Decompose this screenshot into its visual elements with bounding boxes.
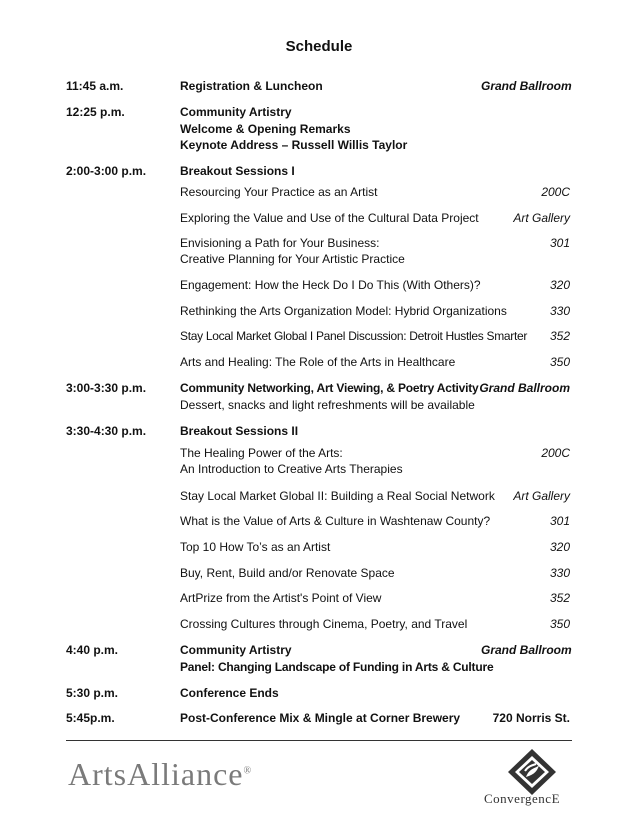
room-label: 330 [549,566,570,580]
time-label: 11:45 a.m. [66,79,124,93]
session-subtitle: Creative Planning for Your Artistic Practice [180,252,405,266]
session-title: Stay Local Market Global II: Building a Real Social Network [180,489,495,503]
session-title: Resourcing Your Practice as an Artist [180,185,378,199]
time-label: 2:00-3:00 p.m. [66,164,147,178]
event-subtitle: Keynote Address – Russell Willis Taylor [180,138,408,152]
room-label: 200C [541,446,570,460]
event-title: Community Artistry [180,105,292,119]
event-title: Community Networking, Art Viewing, & Poetry Activity [180,381,479,395]
session-title: Exploring the Value and Use of the Cultural Data Project [180,211,479,225]
room-label: Grand Ballroom [481,79,572,93]
room-label: Grand Ballroom [481,643,572,657]
room-label: 330 [549,304,570,318]
room-label: Art Gallery [513,489,570,503]
event-title: Post-Conference Mix & Mingle at Corner Brewery [180,711,461,725]
room-label: 301 [549,236,570,250]
footer-divider [66,740,572,741]
time-label: 5:45p.m. [66,711,115,725]
room-label: 352 [549,329,570,343]
page-title: Schedule [285,38,353,55]
session-title: ArtPrize from the Artist's Point of View [180,591,382,605]
room-label: 352 [549,591,570,605]
venue-address: 720 Norris St. [492,711,570,725]
room-label: 320 [549,278,570,292]
event-title: Conference Ends [180,686,279,700]
room-label: 350 [549,355,570,369]
session-title: The Healing Power of the Arts: [180,446,343,460]
section-heading: Breakout Sessions I [180,164,295,178]
session-title: Top 10 How To’s as an Artist [180,540,331,554]
section-heading: Breakout Sessions II [180,424,299,438]
session-title: Envisioning a Path for Your Business: [180,236,380,250]
session-title: Stay Local Market Global I Panel Discussion: Detroit Hustles Smarter [180,329,528,343]
room-label: 350 [549,617,570,631]
room-label: 200C [541,185,570,199]
session-title: Crossing Cultures through Cinema, Poetry, and Travel [180,617,468,631]
time-label: 12:25 p.m. [66,105,125,119]
session-title: Rethinking the Arts Organization Model: Hybrid Organizations [180,304,507,318]
time-label: 5:30 p.m. [66,686,119,700]
event-subtitle: Dessert, snacks and light refreshments will be available [180,398,475,412]
event-subtitle: Panel: Changing Landscape of Funding in Arts & Culture [180,660,494,674]
convergence-logo-text: ConvergencE [484,791,561,806]
event-subtitle: Welcome & Opening Remarks [180,122,351,136]
time-label: 3:30-4:30 p.m. [66,424,147,438]
time-label: 3:00-3:30 p.m. [66,381,147,395]
room-label: Art Gallery [513,211,570,225]
event-title: Community Artistry [180,643,292,657]
arts-alliance-logo: ArtsAlliance® [68,756,253,792]
session-title: Buy, Rent, Build and/or Renovate Space [180,566,395,580]
event-title: Registration & Luncheon [180,79,323,93]
session-title: Engagement: How the Heck Do I Do This (With Others)? [180,278,481,292]
session-title: Arts and Healing: The Role of the Arts in Healthcare [180,355,456,369]
room-label: 301 [549,514,570,528]
convergence-mark-icon [506,747,558,797]
session-subtitle: An Introduction to Creative Arts Therapies [180,462,403,476]
room-label: Grand Ballroom [479,381,570,395]
time-label: 4:40 p.m. [66,643,119,657]
session-title: What is the Value of Arts & Culture in Washtenaw County? [180,514,491,528]
room-label: 320 [549,540,570,554]
